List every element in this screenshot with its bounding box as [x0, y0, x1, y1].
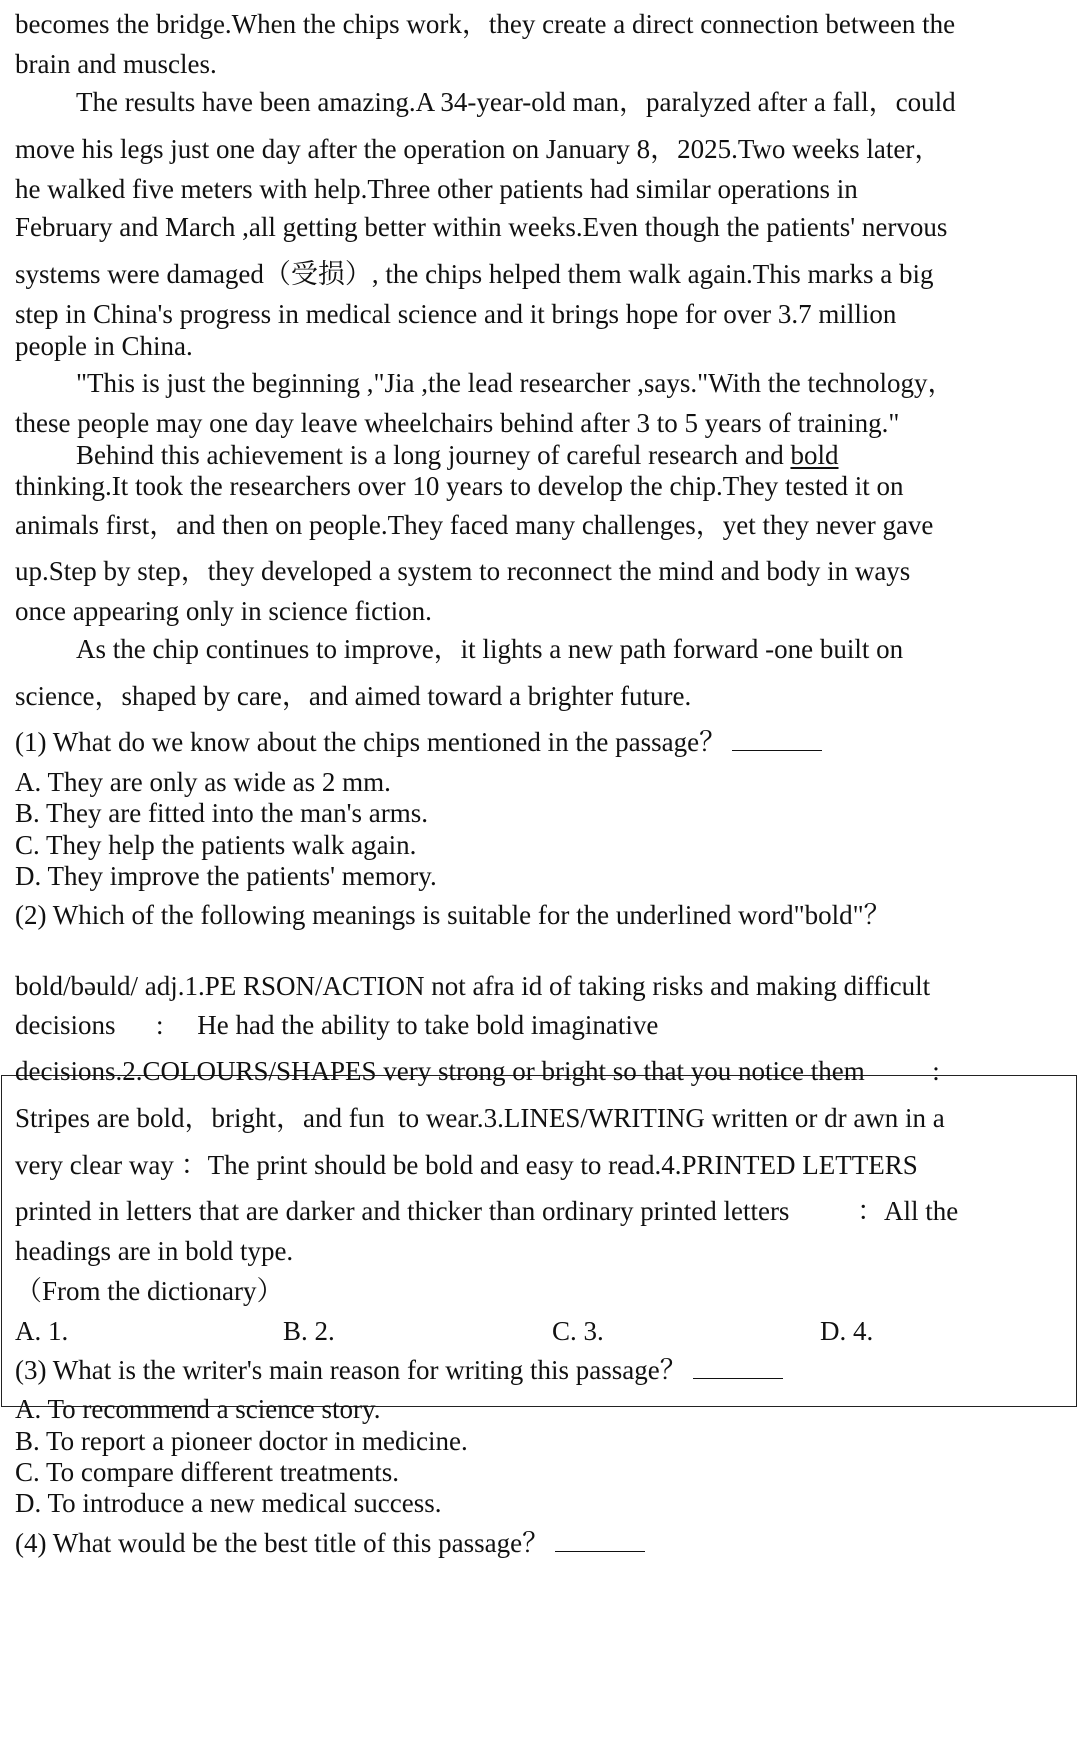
- passage-line: step in China's progress in medical science and it brings hope for over 3.7 million: [15, 299, 897, 329]
- passage-line: becomes the bridge.When the chips work，they create a direct connection between the: [15, 9, 956, 39]
- option-q2-b[interactable]: B. 2.: [283, 1316, 335, 1346]
- option-q2-a[interactable]: A. 1.: [15, 1316, 69, 1346]
- passage-line: brain and muscles.: [15, 49, 217, 79]
- question-3: (3) What is the writer's main reason for writing this passage？: [15, 1354, 783, 1386]
- passage-line: As the chip continues to improve，it lights a new path forward -one built on: [76, 634, 904, 664]
- dictionary-source: （From the dictionary）: [15, 1276, 284, 1306]
- passage-line: once appearing only in science fiction.: [15, 596, 432, 626]
- option-q1-a[interactable]: A. They are only as wide as 2 mm.: [15, 767, 391, 797]
- passage-line: thinking.It took the researchers over 10 years to develop the chip.They tested it on: [15, 471, 904, 501]
- question-2: (2) Which of the following meanings is suitable for the underlined word"bold"？: [15, 900, 891, 930]
- option-q3-c[interactable]: C. To compare different treatments.: [15, 1457, 399, 1487]
- question-1: (1) What do we know about the chips mentioned in the passage？: [15, 726, 822, 758]
- passage-line: "This is just the beginning ,"Jia ,the lead researcher ,says."With the technology，: [76, 368, 955, 398]
- option-q3-b[interactable]: B. To report a pioneer doctor in medicine.: [15, 1426, 468, 1456]
- answer-blank[interactable]: [693, 1356, 783, 1379]
- option-q2-d[interactable]: D. 4.: [820, 1316, 874, 1346]
- passage-line: Behind this achievement is a long journey of careful research and bold: [76, 440, 839, 470]
- answer-blank[interactable]: [732, 728, 822, 751]
- underlined-word-bold: bold: [790, 440, 839, 470]
- option-q1-c[interactable]: C. They help the patients walk again.: [15, 830, 417, 860]
- option-q2-c[interactable]: C. 3.: [552, 1316, 604, 1346]
- passage-line: up.Step by step，they developed a system to reconnect the mind and body in ways: [15, 556, 911, 586]
- passage-line: February and March ,all getting better within weeks.Even though the patients' nervous: [15, 212, 948, 242]
- dictionary-line: headings are in bold type.: [15, 1236, 294, 1266]
- dictionary-line: decisions.2.COLOURS/SHAPES very strong or bright so that you notice them :: [15, 1056, 940, 1086]
- passage-line: these people may one day leave wheelchairs behind after 3 to 5 years of training.": [15, 408, 900, 438]
- question-4: (4) What would be the best title of this passage？: [15, 1527, 645, 1559]
- dictionary-line: decisions : He had the ability to take bold imaginative: [15, 1010, 659, 1040]
- dictionary-line: printed in letters that are darker and thicker than ordinary printed letters ：All the: [15, 1196, 959, 1226]
- option-q1-b[interactable]: B. They are fitted into the man's arms.: [15, 798, 429, 828]
- option-q3-a[interactable]: A. To recommend a science story.: [15, 1394, 381, 1424]
- dictionary-line: Stripes are bold，bright，and fun to wear.3.LINES/WRITING written or dr awn in a: [15, 1103, 945, 1133]
- passage-line: he walked five meters with help.Three other patients had similar operations in: [15, 174, 858, 204]
- passage-line: The results have been amazing.A 34-year-old man，paralyzed after a fall，could: [76, 87, 956, 117]
- passage-line: move his legs just one day after the operation on January 8，2025.Two weeks later，: [15, 134, 942, 164]
- dictionary-line: very clear way ：The print should be bold and easy to read.4.PRINTED LETTERS: [15, 1150, 918, 1180]
- passage-line: animals first，and then on people.They faced many challenges，yet they never gave: [15, 510, 934, 540]
- passage-line: people in China.: [15, 331, 193, 361]
- passage-line: science，shaped by care，and aimed toward a brighter future.: [15, 681, 692, 711]
- option-q1-d[interactable]: D. They improve the patients' memory.: [15, 861, 437, 891]
- passage-line: systems were damaged（受损）, the chips helped them walk again.This marks a big: [15, 259, 934, 289]
- option-q3-d[interactable]: D. To introduce a new medical success.: [15, 1488, 442, 1518]
- answer-blank[interactable]: [555, 1529, 645, 1552]
- dictionary-line: bold/bəuld/ adj.1.PE RSON/ACTION not afra id of taking risks and making difficult: [15, 971, 931, 1001]
